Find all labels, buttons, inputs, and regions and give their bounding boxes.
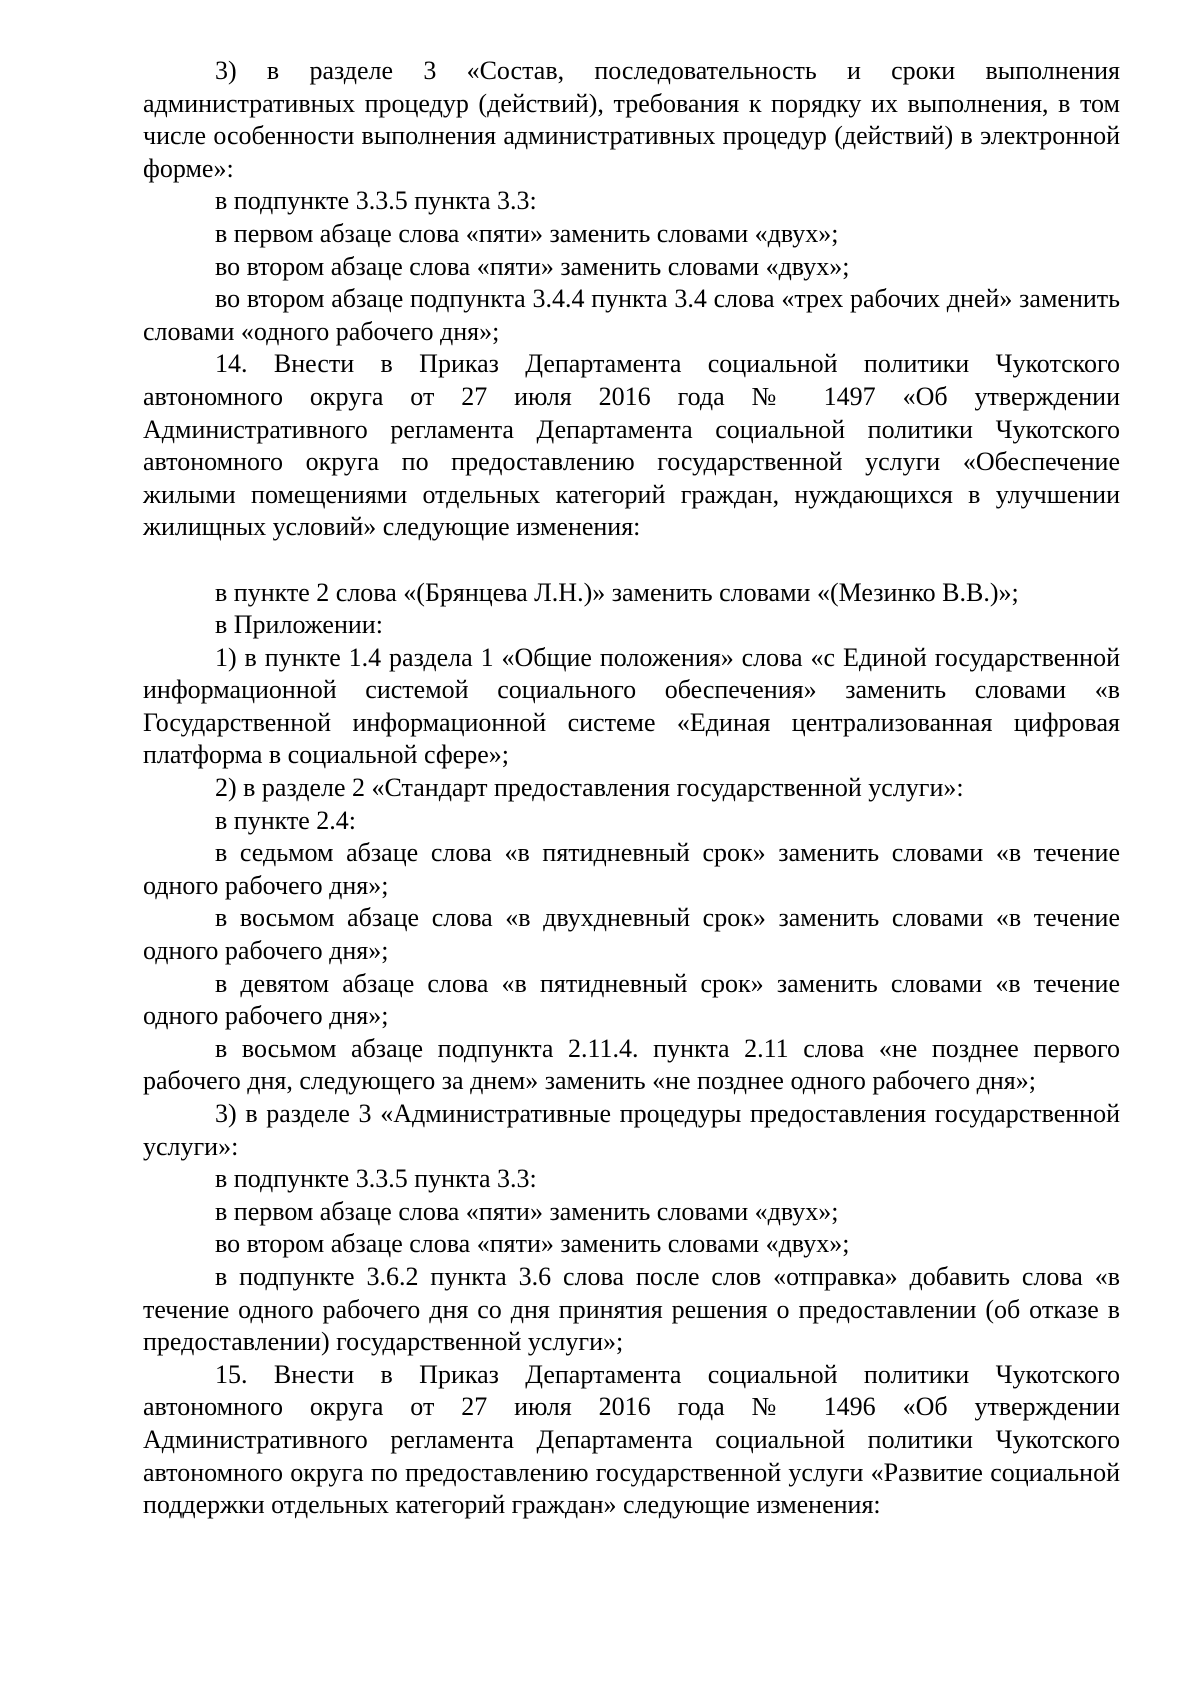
paragraph-subitem-3-6-2: в подпункте 3.6.2 пункта 3.6 слова после слов «отправка» добавить слова «в течение одного рабочего дня со дня принятия решения о предоставлении (об отказе в предоставлении) государственной услуги»; — [143, 1261, 1120, 1357]
paragraph-ninth-abzac: в девятом абзаце слова «в пятидневный срок» заменить словами «в течение одного рабочего дня»; — [143, 968, 1120, 1031]
paragraph-subitem-2-11-4: в восьмом абзаце подпункта 2.11.4. пункта 2.11 слова «не позднее первого рабочего дня, следующего за днем» заменить «не позднее одного рабочего дня»; — [143, 1033, 1120, 1096]
paragraph-item-2-replacement: в пункте 2 слова «(Брянцева Л.Н.)» заменить словами «(Мезинко В.В.)»; — [215, 577, 1019, 607]
paragraph-section-3-procedures: 3) в разделе 3 «Административные процедуры предоставления государственной услуги»: — [143, 1099, 1120, 1161]
paragraph-item-15: 15. Внести в Приказ Департамента социальной политики Чукотского автономного округа от 27 июля 2016 года № 1496 «Об утверждении Административного регламента Департамента социальной политики Чукотского автономного округа по предоставлению государственной услуги «Развитие социальной поддержки отдельных категорий граждан» следующие изменения: — [143, 1359, 1120, 1520]
paragraph-first-abzac: в первом абзаце слова «пяти» заменить словами «двух»; — [215, 218, 839, 248]
paragraph-appendix: в Приложении: — [215, 610, 383, 640]
paragraph-item-1-4: 1) в пункте 1.4 раздела 1 «Общие положения» слова «с Единой государственной информационной системой социального обеспечения» заменить словами «в Государственной информационной системе «Единая централизованная цифровая платформа в социальной сфере»; — [143, 642, 1120, 770]
blank-line — [143, 544, 1120, 577]
paragraph-seventh-abzac: в седьмом абзаце слова «в пятидневный срок» заменить словами «в течение одного рабочего дня»; — [143, 838, 1120, 900]
paragraph-subitem-3-3-5-b: в подпункте 3.3.5 пункта 3.3: — [215, 1164, 537, 1194]
paragraph-section-3-composition: 3) в разделе 3 «Состав, последовательность и сроки выполнения административных процедур (действий), требования к порядку их выполнения, в том числе особенности выполнения административных процедур (действий) в электронной форме»: — [143, 56, 1120, 183]
document-body — [143, 55, 1120, 1522]
paragraph-section-2-standard: 2) в разделе 2 «Стандарт предоставления государственной услуги»: — [215, 773, 964, 803]
paragraph-eighth-abzac: в восьмом абзаце слова «в двухдневный срок» заменить словами «в течение одного рабочего дня»; — [143, 903, 1120, 966]
paragraph-first-abzac-b: в первом абзаце слова «пяти» заменить словами «двух»; — [215, 1196, 839, 1226]
paragraph-second-abzac-b: во втором абзаце слова «пяти» заменить словами «двух»; — [215, 1229, 850, 1259]
paragraph-item-2-4: в пункте 2.4: — [215, 805, 357, 835]
paragraph-subitem-3-4-4: во втором абзаце подпункта 3.4.4 пункта 3.4 слова «трех рабочих дней» заменить словами «одного рабочего дня»; — [143, 284, 1120, 346]
paragraph-subitem-3-3-5: в подпункте 3.3.5 пункта 3.3: — [215, 186, 537, 216]
paragraph-second-abzac: во втором абзаце слова «пяти» заменить словами «двух»; — [215, 251, 850, 281]
paragraph-item-14: 14. Внести в Приказ Департамента социальной политики Чукотского автономного округа от 27 июля 2016 года № 1497 «Об утверждении Административного регламента Департамента социальной политики Чукотского автономного округа по предоставлению государственной услуги «Обеспечение жилыми помещениями отдельных категорий граждан, нуждающихся в улучшении жилищных условий» следующие изменения: — [143, 349, 1120, 542]
